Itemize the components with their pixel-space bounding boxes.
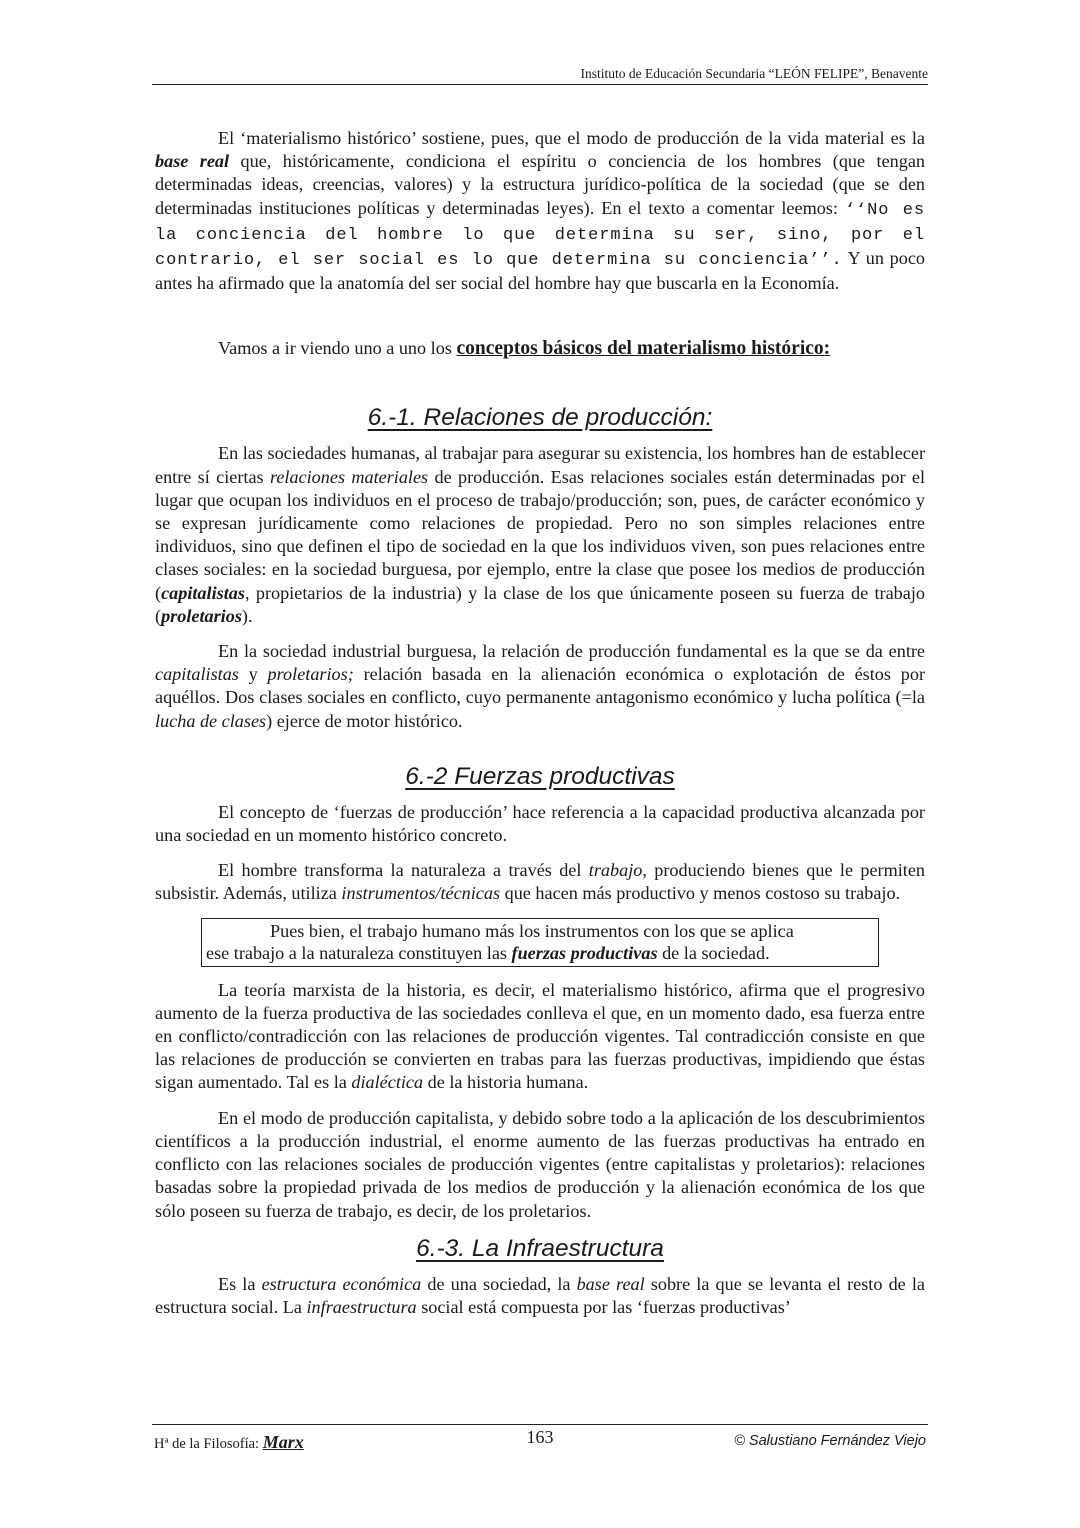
footer-rule	[152, 1424, 928, 1425]
box-line: Pues bien, el trabajo humano más los instrumentos con los que se aplica	[270, 920, 794, 941]
paragraph-relaciones-1	[155, 442, 925, 628]
emphasis: estructura económica	[261, 1273, 422, 1294]
text: El hombre transforma la naturaleza a través del	[218, 860, 589, 881]
text: que, históricamente, condiciona el espíritu o conciencia de los hombres (que tengan determinadas ideas, creencias, valores) y la estructura jurídico-política de la sociedad (que se den determinadas instituciones políticas y determinadas leyes). En el texto a comentar leemos:	[155, 151, 925, 218]
section-title-relaciones: 6.-1. Relaciones de producción:	[367, 404, 713, 432]
emphasis: capitalistas	[155, 664, 239, 685]
footer-copyright: © Salustiano Fernández Viejo	[734, 1433, 926, 1449]
text: social está compuesta por las ‘fuerzas productivas’	[416, 1296, 791, 1317]
text: Es la	[218, 1273, 262, 1294]
paragraph-fuerzas-1: El concepto de ‘fuerzas de producción’ hace referencia a la capacidad productiva alcanzada por una sociedad en un momento histórico concreto.	[155, 801, 925, 846]
paragraph-materialismo	[155, 127, 925, 295]
definition-box	[201, 918, 879, 967]
intro-emphasis: conceptos básicos del materialismo histórico:	[456, 338, 831, 360]
paragraph-relaciones-2	[155, 640, 925, 733]
emphasis: relaciones materiales	[269, 466, 429, 487]
text: En la sociedad industrial burguesa, la relación de producción fundamental es la que se da entre	[218, 641, 925, 662]
paragraph-infraestructura	[155, 1273, 925, 1319]
section-title-fuerzas: 6.-2 Fuerzas productivas	[405, 762, 675, 790]
emphasis: capitalistas	[161, 582, 245, 603]
emphasis: base real	[576, 1273, 645, 1294]
header-rule	[152, 84, 928, 85]
page-body	[155, 127, 925, 1331]
paragraph-fuerzas-4: En el modo de producción capitalista, y debido sobre todo a la aplicación de los descubrimientos científicos a la producción industrial, el enorme aumento de las fuerzas productivas ha entrado en conflicto con las relaciones sociales de producción vigentes (entre capitalistas y proletarios): relaciones basadas sobre la propiedad privada de los medios de producción y la alienación económica de los que sólo poseen su fuerza de trabajo, es decir, de los proletarios.	[155, 1107, 925, 1221]
page-number: 163	[526, 1427, 554, 1447]
text: , propietarios de la industria) y la clase de los que únicamente poseen su fuerza de trabajo (	[155, 582, 925, 626]
text: ).	[241, 605, 253, 626]
emphasis: fuerzas productivas	[511, 942, 658, 963]
quote-text: ‘‘No es la conciencia del hombre lo que determina su ser, sino, por el contrario, el ser social es lo que determina su conciencia’’.	[155, 200, 926, 271]
text: ) ejerce de motor histórico.	[266, 710, 463, 731]
intro-paragraph	[155, 337, 925, 360]
text: La teoría marxista de la historia, es decir, el materialismo histórico, afirma que el progresivo aumento de la fuerza productiva de las sociedades conlleva el que, en un momento dado, esa fuerza entre en conflicto/contradicción con las relaciones de producción vigentes. Tal contradicción consiste en que las relaciones de producción se convierten en trabas para las fuerzas productivas, impidiendo que éstas sigan aumentado. Tal es la	[155, 979, 925, 1093]
text: de la sociedad.	[657, 942, 770, 963]
text: Vamos a ir viendo uno a uno los	[218, 338, 457, 359]
text: que hacen más productivo y menos costoso su trabajo.	[500, 883, 901, 904]
text: y	[238, 664, 268, 685]
footer-subject-label: Hª de la Filosofía:	[154, 1436, 263, 1452]
paragraph-fuerzas-2	[155, 859, 925, 905]
text: , produciendo bienes que le permiten subsistir. Además, utiliza	[155, 860, 925, 904]
text: de una sociedad, la	[421, 1273, 577, 1294]
text: sobre la que se levanta el resto de la estructura social. La	[155, 1273, 925, 1317]
text: de la historia humana.	[423, 1072, 589, 1093]
emphasis: proletarios;	[267, 664, 354, 685]
emphasis: lucha de clases	[155, 710, 267, 731]
running-header: Instituto de Educación Secundaria “LEÓN FELIPE”, Benavente	[580, 66, 928, 81]
emphasis: infraestructura	[306, 1296, 417, 1317]
text: El ‘materialismo histórico’ sostiene, pues, que el modo de producción de la vida material es la	[218, 128, 925, 148]
emphasis: dialéctica	[351, 1072, 424, 1093]
text: de producción. Esas relaciones sociales están determinadas por el lugar que ocupan los individuos en el proceso de trabajo/producción; son, pues, de carácter económico y se expresan jurídicamente como relaciones de propiedad. Pero no son simples relaciones entre individuos, sino que definen el tipo de sociedad en la que los individuos viven, son pues relaciones entre clases sociales: en la sociedad burguesa, por ejemplo, entre la clase que posee los medios de producción (	[155, 466, 925, 603]
emphasis: instrumentos/técnicas	[341, 883, 501, 904]
text: relación basada en la alienación económica o explotación de éstos por aquéllos. Dos clases sociales en conflicto, cuyo permanente antagonismo económico y lucha política (=la	[155, 664, 925, 708]
footer-author-name: Marx	[262, 1432, 304, 1452]
emphasis: base real	[155, 151, 230, 172]
text: ese trabajo a la naturaleza constituyen las	[206, 942, 512, 963]
text: En las sociedades humanas, al trabajar para asegurar su existencia, los hombres han de establecer entre sí ciertas	[155, 443, 926, 487]
text: Y un poco antes ha afirmado que la anatomía del ser social del hombre hay que buscarla en la Economía.	[155, 248, 926, 294]
paragraph-fuerzas-3	[155, 979, 925, 1095]
emphasis: trabajo	[588, 860, 643, 881]
section-title-infraestructura: 6.-3. La Infraestructura	[416, 1234, 664, 1262]
emphasis: proletarios	[161, 605, 242, 626]
